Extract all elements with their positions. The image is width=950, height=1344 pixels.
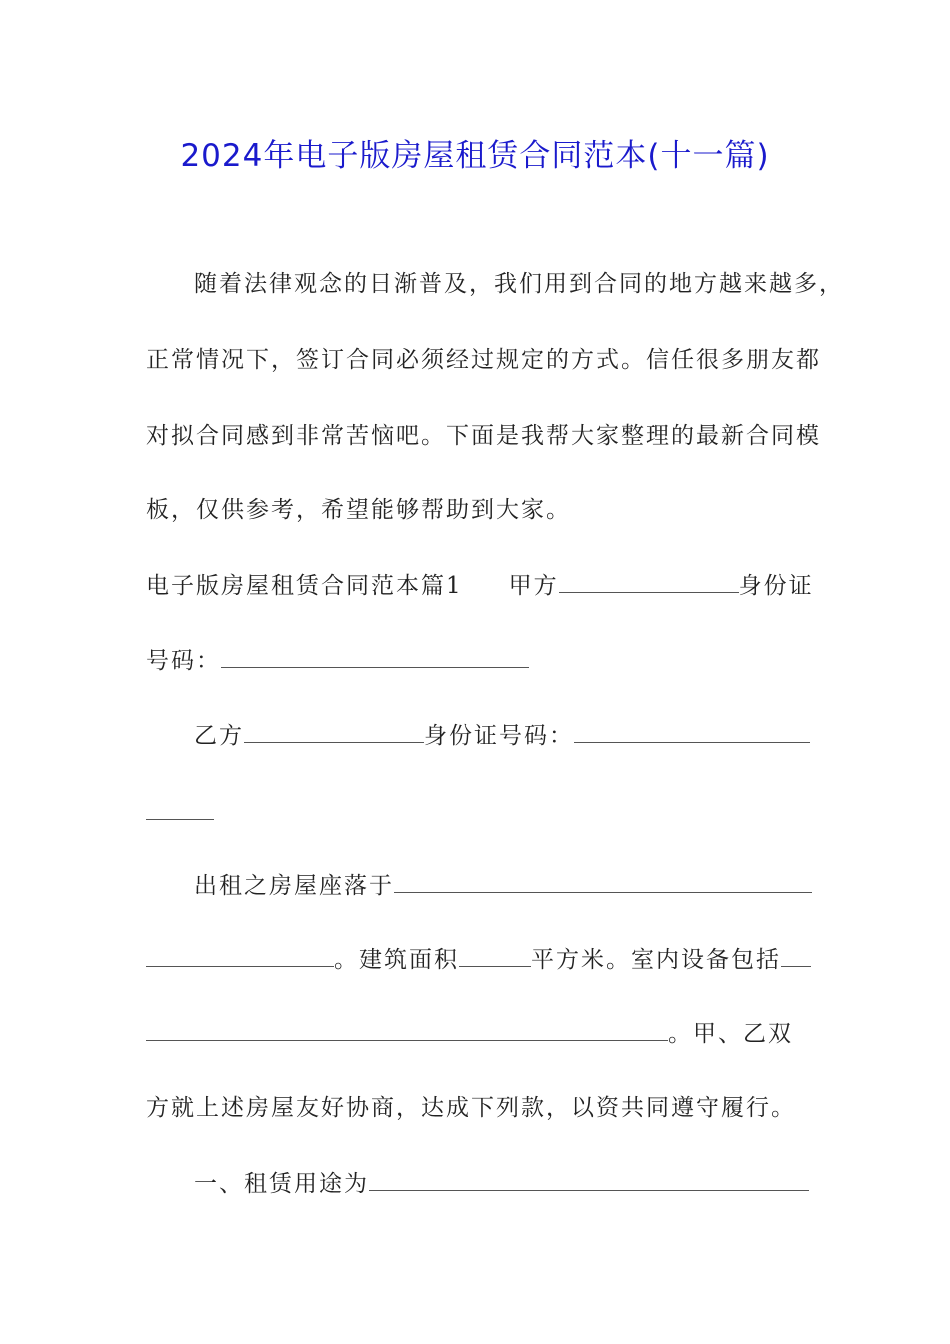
location-label: 出租之房屋座落于 [194,873,394,899]
section-heading-line [146,570,814,600]
party-b-id-blank-continued[interactable] [146,797,214,820]
equipment-blank[interactable] [781,944,811,967]
party-a-blank[interactable] [559,570,739,593]
area-label: 。建筑面积 [334,947,459,973]
party-b-id-label: 身份证号码： [424,723,574,749]
party-a-label: 甲方 [508,573,559,599]
clause-1-line [146,1168,808,1198]
parties-label: 。甲、乙双 [668,1021,793,1047]
area-line [146,944,808,974]
agreement-line: 方就上述房屋友好协商，达成下列款，以资共同遵守履行。 [146,1095,796,1121]
area-blank[interactable] [459,944,531,967]
party-a-id-blank[interactable] [221,645,529,668]
section-heading: 电子版房屋租赁合同范本篇1 [146,573,463,599]
area-unit: 平方米。室内设备包括 [531,947,781,973]
clause-1-blank[interactable] [369,1168,809,1191]
party-b-blank[interactable] [244,720,424,743]
clause-1-label: 一、租赁用途为 [194,1171,369,1197]
id-label-part2: 号码： [146,648,221,674]
equipment-line [146,1018,808,1048]
location-blank-continued[interactable] [146,944,334,967]
party-b-label: 乙方 [194,723,244,749]
party-b-id-continued-line [146,797,808,827]
location-line [146,870,808,900]
intro-line-2: 正常情况下，签订合同必须经过规定的方式。信任很多朋友都 [146,347,821,373]
party-a-id-line [146,645,808,675]
party-b-id-blank[interactable] [574,720,810,743]
location-blank[interactable] [394,870,812,893]
equipment-blank-continued[interactable] [146,1018,668,1041]
intro-line-1: 随着法律观念的日渐普及，我们用到合同的地方越来越多， [194,271,844,297]
id-label-part1: 身份证 [738,573,814,599]
intro-line-3: 对拟合同感到非常苦恼吧。下面是我帮大家整理的最新合同模 [146,423,821,449]
party-b-line [146,720,808,750]
page-title: 2024年电子版房屋租赁合同范本(十一篇) [180,138,770,174]
intro-line-4: 板，仅供参考，希望能够帮助到大家。 [146,497,571,523]
